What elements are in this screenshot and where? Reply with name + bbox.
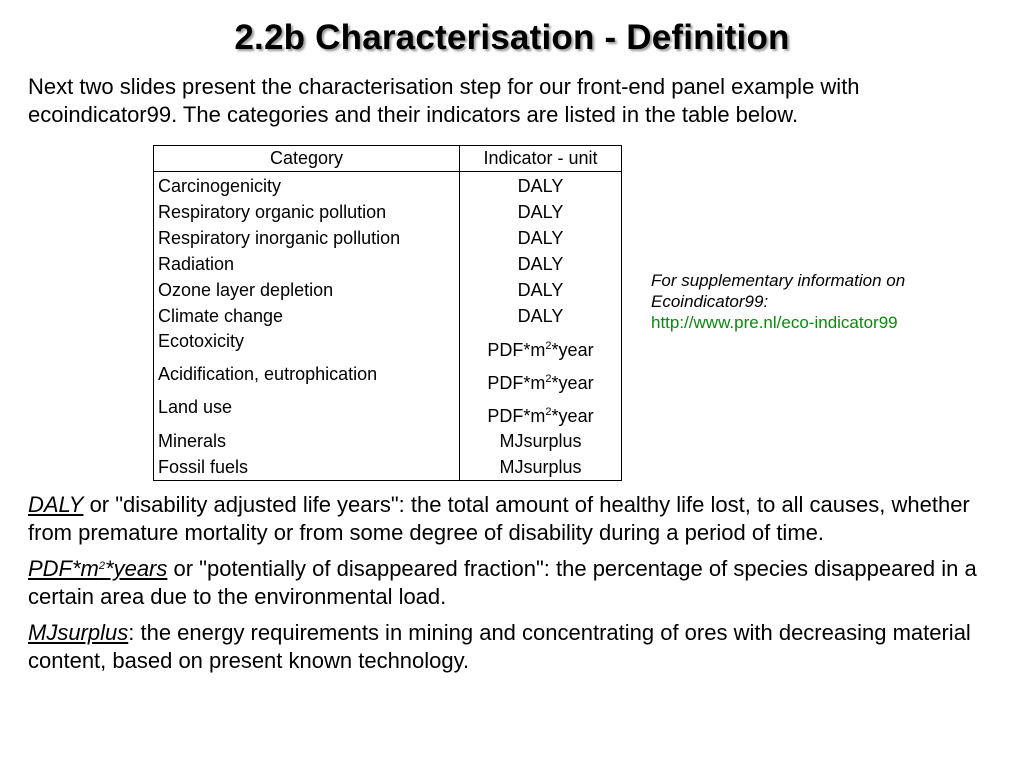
unit-cell [460, 395, 622, 428]
unit-cell [460, 362, 622, 395]
unit-superscript: 2 [545, 373, 552, 385]
term-text: *years [105, 556, 168, 581]
eco-indicator-link[interactable]: http://www.pre.nl/eco-indicator99 [651, 313, 898, 332]
table-row [154, 362, 622, 395]
category-cell: Land use [154, 395, 460, 428]
table-row [154, 454, 622, 481]
table-row [154, 329, 622, 362]
unit-text: PDF*m [487, 406, 546, 426]
term-superscript: 2 [98, 560, 106, 572]
unit-cell: DALY [517, 175, 564, 196]
term-text: PDF*m [28, 556, 99, 581]
table-row [154, 172, 622, 200]
term-mjsurplus: MJsurplus [28, 620, 129, 645]
definition-text: or "disability adjusted life years": the total amount of healthy life lost, to all causes, whether from premature mortality or from some degree of disability during a period of time. [28, 492, 970, 545]
table-row [154, 277, 622, 303]
slide-title: 2.2b Characterisation - Definition [234, 18, 790, 57]
definition-mjsurplus [28, 619, 1003, 675]
term-daly: DALY [28, 492, 84, 517]
unit-cell: DALY [517, 279, 564, 300]
unit-cell: DALY [517, 227, 564, 248]
category-cell: Carcinogenicity [154, 172, 460, 200]
category-cell: Radiation [154, 251, 460, 277]
category-cell: Respiratory inorganic pollution [154, 225, 460, 251]
definition-daly [28, 491, 1003, 547]
category-cell: Climate change [154, 303, 460, 329]
unit-cell: DALY [517, 201, 564, 222]
definitions [28, 491, 1003, 683]
category-cell: Minerals [154, 428, 460, 454]
unit-superscript: 2 [545, 406, 552, 418]
unit-text: *year [551, 406, 594, 426]
intro-paragraph: Next two slides present the characterisation step for our front-end panel example with ecoindicator99. The categories and their indicators are listed in the table below. [28, 74, 860, 127]
unit-cell [460, 329, 622, 362]
definition-pdf [28, 555, 1003, 611]
table-row [154, 303, 622, 329]
unit-cell: DALY [517, 253, 564, 274]
unit-text: PDF*m [487, 373, 546, 393]
unit-text: PDF*m [487, 340, 546, 360]
category-cell: Acidification, eutrophication [154, 362, 460, 395]
category-cell: Fossil fuels [154, 454, 460, 481]
unit-superscript: 2 [545, 340, 552, 352]
unit-cell: MJsurplus [499, 456, 582, 477]
header-category: Category [154, 146, 460, 172]
category-cell: Ecotoxicity [154, 329, 460, 362]
supplementary-info [651, 270, 981, 333]
table-row [154, 395, 622, 428]
table-row [154, 225, 622, 251]
unit-cell: DALY [517, 305, 564, 326]
header-indicator-unit: Indicator - unit [460, 146, 622, 172]
unit-text: *year [551, 340, 594, 360]
table-row [154, 428, 622, 454]
table-row [154, 251, 622, 277]
category-cell: Ozone layer depletion [154, 277, 460, 303]
unit-cell: MJsurplus [499, 430, 582, 451]
table-header-row [154, 146, 622, 172]
term-pdf [28, 556, 167, 581]
table-row [154, 199, 622, 225]
definition-text: or "potentially of disappeared fraction": the percentage of species disappeared in a certain area due to the environmental load. [28, 556, 977, 609]
category-table [153, 145, 622, 481]
definition-text: : the energy requirements in mining and concentrating of ores with decreasing material content, based on present known technology. [28, 620, 971, 673]
category-cell: Respiratory organic pollution [154, 199, 460, 225]
unit-text: *year [551, 373, 594, 393]
supplementary-note: For supplementary information on Ecoindicator99: [651, 271, 906, 311]
